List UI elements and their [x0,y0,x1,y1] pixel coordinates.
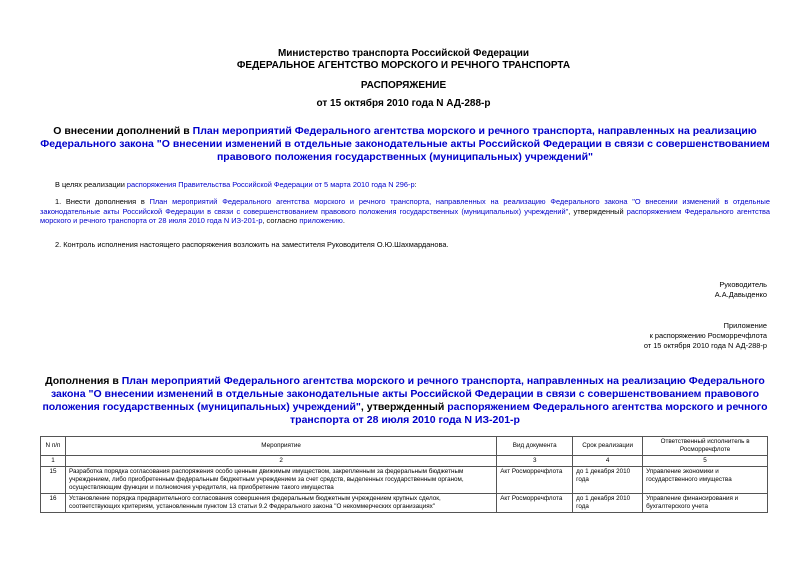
header-responsible: Ответственный исполнитель в Росморречфлоте [643,437,768,456]
table-row [41,494,768,513]
appendix-title [30,375,780,427]
ministry-name: Министерство транспорта Российской Федерации [277,48,530,59]
table-header-row [41,437,768,456]
appendix-title-prefix: Дополнения в [45,375,122,387]
signature-block [715,280,767,300]
appendix-note-line2: к распоряжению Росморречфлота [649,331,767,340]
item1-mid: , утвержденный [568,206,627,216]
document-title [40,125,770,164]
intro-suffix: : [414,180,417,189]
signature-name: А.А.Давыденко [714,290,767,299]
col-number: 4 [573,456,643,467]
title-prefix: О внесении дополнений в [53,125,193,137]
table-column-numbers-row [41,456,768,467]
government-order-link[interactable]: распоряжения Правительства Российской Федерации от 5 марта 2010 года N 296-р [126,180,415,189]
col-number: 3 [497,456,573,467]
item1-prefix: 1. Внести дополнения в [55,197,150,206]
appendix-note [644,321,767,351]
item-2-paragraph: 2. Контроль исполнения настоящего распоряжения возложить на заместителя Руководителя О.Ю.Шахмарданова. [55,240,449,249]
col-number: 1 [41,456,66,467]
col-number: 5 [643,456,768,467]
table-row [41,467,768,494]
header-doc-type: Вид документа [497,437,573,456]
intro-paragraph [55,180,770,190]
document-type: РАСПОРЯЖЕНИЕ [360,80,447,91]
item1-mid2: , согласно [262,216,300,225]
row-num: 15 [41,467,66,494]
title-plan-link[interactable]: План мероприятий Федерального агентства морского и речного транспорта, направленных на реализацию Федерального закона "О внесении изменений в отдельные законодательные акты Российской Федерации в связи с совершенствованием правового положения государственных (муниципальных) учреждений" [40,125,770,163]
header-num: N п/п [41,437,66,456]
item-1-paragraph [40,197,770,226]
row-num: 16 [41,494,66,513]
appendix-note-line3: от 15 октября 2010 года N АД-288-р [643,341,767,350]
item1-suffix: . [342,216,345,225]
agency-name: ФЕДЕРАЛЬНОЕ АГЕНТСТВО МОРСКОГО И РЕЧНОГО ТРАНСПОРТА [236,60,571,71]
appendix-title-mid: , утвержденный [360,401,448,413]
item1-order-link[interactable]: распоряжением Федерального агентства морского и речного транспорта от 28 июля 2010 года N ИЗ-201-р [40,206,771,225]
signature-position: Руководитель [719,280,767,289]
row-doc-type: Акт Росморречфлота [497,494,573,513]
appendix-note-line1: Приложение [723,321,767,330]
col-number: 2 [65,456,496,467]
row-action: Установление порядка предварительного согласования совершения федеральным бюджетным учреждением крупных сделок, соответствующих критериям, установленным пунктом 13 статьи 9.2 Федерального закона "О некоммерческих организациях" [65,494,496,513]
header-action: Мероприятие [65,437,496,456]
row-term: до 1 декабря 2010 года [573,467,643,494]
row-term: до 1 декабря 2010 года [573,494,643,513]
appendix-link[interactable]: приложению [299,216,343,225]
document-date: от 15 октября 2010 года N АД-288-р [316,98,491,109]
row-responsible: Управление экономики и государственного имущества [643,467,768,494]
appendix-plan-link[interactable]: План мероприятий Федерального агентства морского и речного транспорта, направленных на реализацию Федерального закона "О внесении изменений в отдельные законодательные акты Российской Федерации в связи с совершенствованием правового положения государственных (муниципальных) учреждений" [42,375,765,413]
row-doc-type: Акт Росморречфлота [497,467,573,494]
header-term: Срок реализации [573,437,643,456]
row-responsible: Управление финансирования и бухгалтерского учета [643,494,768,513]
measures-table [40,436,768,513]
intro-prefix: В целях реализации [55,180,127,189]
item1-plan-link[interactable]: План мероприятий Федерального агентства морского и речного транспорта, направленных на реализацию Федерального закона "О внесении изменений в отдельные законодательные акты Российской Федерации в связи с совершенствованием правового положения государственных (муниципальных) учреждений" [40,197,770,216]
row-action: Разработка порядка согласования распоряжения особо ценным движимым имуществом, закрепленным за федеральным бюджетным учреждением, либо приобретенным федеральным бюджетным учреждением за счет средств, выделенных государственным органом, осуществляющим функции и полномочия учредителя, на приобретение такого имущества [65,467,496,494]
appendix-order-link[interactable]: распоряжением Федерального агентства морского и речного транспорта от 28 июля 2010 года N ИЗ-201-р [290,401,768,426]
